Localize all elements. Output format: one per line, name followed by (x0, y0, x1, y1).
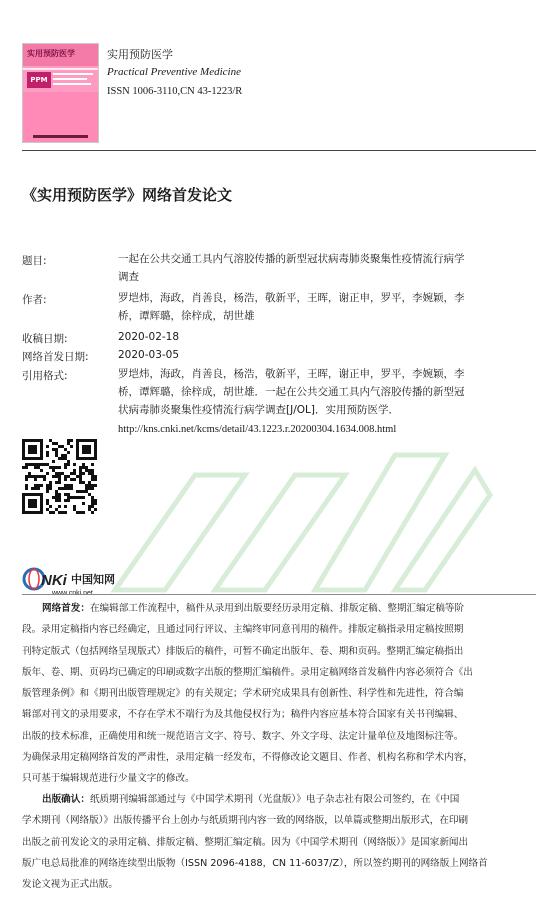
received-date-value: 2020-02-18 (118, 331, 180, 343)
qr-code (22, 439, 97, 514)
authors-line: 罗垲炜，海政，肖善良，杨浩，敬新平，王晖，谢正申，罗平，李婉颖，李 (118, 292, 465, 304)
paper-title-line: 调查 (118, 271, 139, 283)
cnki-logo-cn: 中国知网 (71, 573, 115, 586)
journal-issn: ISSN 1006-3110,CN 43-1223/R (107, 86, 243, 97)
header-divider (22, 150, 536, 151)
authors-value (118, 289, 528, 325)
publication-confirmation-notice (22, 789, 536, 895)
journal-name-en: Practical Preventive Medicine (107, 66, 241, 78)
citation-line: 桥，谭辉璐，徐梓成，胡世雄．一起在公共交通工具内气溶胶传播的新型冠 (118, 386, 465, 398)
notice-label: 出版确认： (42, 794, 90, 805)
notice-line: 版广电总局批准的网络连续型出版物（ISSN 2096-4188，CN 11-6037/Z），所以签约期刊的网络版上网络首 (22, 857, 488, 869)
paper-title (118, 250, 528, 286)
notice-line: 出版确认：纸质期刊编辑部通过与《中国学术期刊（光盘版）》电子杂志社有限公司签约，在《中国 (42, 794, 460, 805)
citation-label: 引用格式: (22, 370, 68, 382)
title-label: 题目: (22, 255, 47, 267)
notice-line: 版年、卷、期、页码均已确定的印刷或数字出版的整期汇编稿件。录用定稿网络首发稿件内容必须符合《出 (22, 666, 473, 678)
cover-title: 实用预防医学 (27, 49, 75, 58)
citation-url-link[interactable]: http://kns.cnki.net/kcms/detail/43.1223.r.20200304.1634.008.html (118, 424, 397, 435)
page-title: 《实用预防医学》网络首发论文 (22, 186, 233, 204)
received-date-label: 收稿日期: (22, 333, 68, 345)
authors-line: 桥，谭辉璐，徐梓成，胡世雄 (118, 310, 255, 322)
journal-name-cn: 实用预防医学 (107, 48, 173, 61)
notice-line: 段。录用定稿指内容已经确定，且通过同行评议、主编终审同意刊用的稿件。排版定稿指录用定稿按照期 (22, 624, 464, 636)
notice-line: 为确保录用定稿网络首发的严肃性，录用定稿一经发布，不得修改论文题目、作者、机构名称和学术内容， (22, 752, 473, 764)
notice-line: 发论文视为正式出版。 (22, 879, 118, 891)
citation-value (118, 365, 528, 439)
journal-cover-image (22, 43, 99, 143)
cnki-logo (22, 564, 128, 597)
notice-line: 出版之前刊发论文的录用定稿、排版定稿、整期汇编定稿。因为《中国学术期刊（网络版）》是国家新闻出 (22, 836, 469, 848)
notice-line: 网络首发：在编辑部工作流程中，稿件从录用到出版要经历录用定稿、排版定稿、整期汇编定稿等阶 (42, 603, 465, 614)
notice-line: 刊特定版式（包括网络呈现版式）排版后的稿件，可暂不确定出版年、卷、期和页码。整期汇编定稿指出 (22, 645, 464, 657)
authors-label: 作者: (22, 294, 47, 306)
citation-line: 状病毒肺炎聚集性疫情流行病学调查[J/OL]．实用预防医学． (118, 404, 399, 416)
notice-line: 学术期刊（网络版）》出版传播平台上创办与纸质期刊内容一致的网络版，以单篇或整期出版形式，在印刷 (22, 815, 469, 827)
online-first-notice (22, 598, 536, 790)
notice-line: 只可基于编辑规范进行少量文字的修改。 (22, 773, 195, 785)
paper-title-line: 一起在公共交通工具内气溶胶传播的新型冠状病毒肺炎聚集性疫情流行病学 (118, 253, 465, 265)
online-date-value: 2020-03-05 (118, 349, 180, 361)
citation-line: 罗垲炜，海政，肖善良，杨浩，敬新平，王晖，谢正申，罗平，李婉颖，李 (118, 368, 465, 380)
notice-line: 版管理条例》和《期刊出版管理规定》的有关规定；学术研究成果具有创新性、科学性和先进性，符合编 (22, 688, 464, 700)
cover-logo: PPM (27, 72, 51, 88)
notice-label: 网络首发： (42, 603, 90, 614)
svg-text:NKi: NKi (41, 572, 67, 589)
notice-line: 出版的技术标准，正确使用和统一规范语言文字、符号、数字、外文字母、法定计量单位及地图标注等。 (22, 730, 464, 742)
notice-divider (22, 594, 536, 595)
notice-line: 辑部对刊文的录用要求，不存在学术不端行为及其他侵权行为；稿件内容应基本符合国家有关书刊编辑、 (22, 709, 464, 721)
online-date-label: 网络首发日期: (22, 351, 89, 363)
